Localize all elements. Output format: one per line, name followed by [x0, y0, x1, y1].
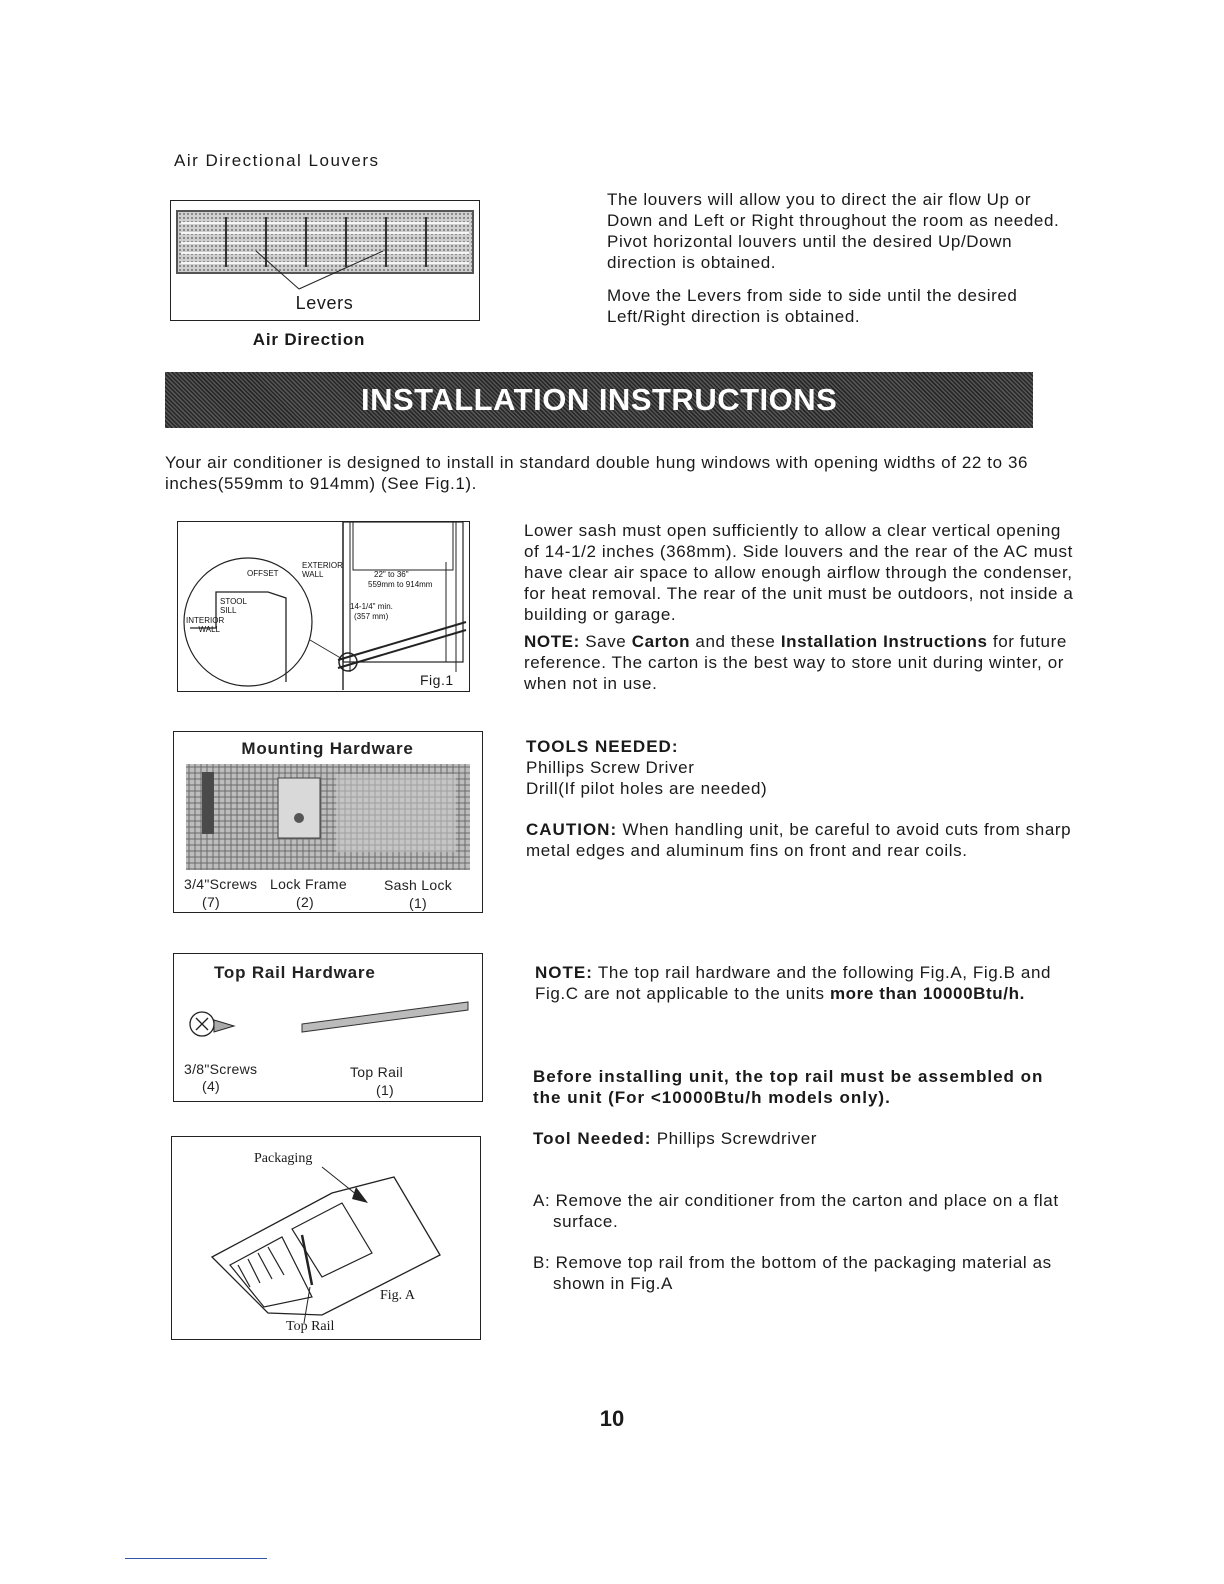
caution-lead: CAUTION:	[526, 820, 618, 839]
exterior-wall-label: EXTERIOR WALL	[302, 561, 343, 579]
screw-icon	[190, 1012, 234, 1036]
note-top-rail-emph: more than 10000Btu/h.	[829, 984, 1025, 1003]
note-top-rail-text: The top rail hardware and the following Fig.A, Fig.B and Fig.C are not applicable to the units	[535, 963, 1052, 1003]
lock-frame-qty: (2)	[296, 894, 315, 910]
interior-wall-label: INTERIOR WALL	[186, 616, 225, 634]
screws-label: 3/4"Screws	[184, 876, 258, 892]
top-rail-hardware-title: Top Rail Hardware	[214, 963, 376, 982]
sash-requirements-text: Lower sash must open sufficiently to allow a clear vertical opening of 14-1/2 inches (368mm). Side louvers and the rear of the AC must have clear air space to allow enough airflow through the condenser, for heat removal. The rear of the unit must be outdoors, not inside a building or garage.	[524, 521, 1074, 624]
steps-block	[533, 1190, 1063, 1294]
page-number: 10	[599, 1406, 625, 1431]
air-direction-figure	[170, 200, 480, 321]
caution-text	[526, 819, 1076, 861]
fig1-label: Fig.1	[420, 672, 454, 688]
top-rail-hardware-box	[173, 953, 483, 1102]
figA-top-rail-label: Top Rail	[286, 1319, 335, 1334]
louvers-paragraph-2: Move the Levers from side to side until the desired Left/Right direction is obtained.	[607, 286, 1018, 326]
note-text-2: and these	[690, 632, 781, 651]
louvers-paragraph-1: The louvers will allow you to direct the air flow Up or Down and Left or Right throughout the room as needed. Pivot horizontal louvers until the desired Up/Down direction is obtained.	[607, 190, 1060, 272]
mounting-hardware-box	[173, 731, 483, 913]
figA-label: Fig. A	[380, 1288, 416, 1303]
tool-needed-line	[533, 1128, 1073, 1149]
footer-divider	[125, 1558, 267, 1559]
step-b: B: Remove top rail from the bottom of the packaging material as shown in Fig.A	[533, 1253, 1052, 1293]
sash-lock-label: Sash Lock	[384, 877, 453, 893]
packaging-illustration	[172, 1137, 479, 1337]
before-installing-text: Before installing unit, the top rail must be assembled on the unit (For <10000Btu/h models only).	[533, 1067, 1044, 1107]
tools-and-caution	[526, 736, 1076, 861]
banner-title: INSTALLATION INSTRUCTIONS	[361, 382, 838, 417]
fig1-window-diagram	[177, 521, 470, 692]
sash-lock-qty: (1)	[409, 895, 428, 911]
tool-needed-lead: Tool Needed:	[533, 1129, 652, 1148]
air-direction-caption: Air Direction	[252, 330, 366, 349]
min-height-mm-label: (357 mm)	[354, 612, 389, 621]
note-top-rail	[535, 962, 1055, 1004]
top-rail-hardware-illustration	[182, 992, 474, 1052]
note-instructions: Installation Instructions	[780, 632, 988, 651]
tool-1: Phillips Screw Driver	[526, 758, 695, 777]
figA-packaging-diagram	[171, 1136, 481, 1340]
packaging-label: Packaging	[254, 1151, 313, 1166]
screws-3-8-label: 3/8"Screws	[184, 1061, 258, 1077]
note-top-rail-lead: NOTE:	[535, 963, 593, 982]
screws-3-8-qty: (4)	[202, 1078, 221, 1094]
mounting-hardware-title: Mounting Hardware	[241, 739, 414, 758]
installation-banner	[165, 372, 1033, 428]
louvers-text	[607, 189, 1067, 327]
top-rail-part	[302, 1002, 468, 1032]
offset-label: OFFSET	[247, 569, 279, 578]
stool-sill-label: STOOL SILL	[220, 597, 247, 615]
note-text-1: Save	[579, 632, 632, 651]
tools-heading: TOOLS NEEDED:	[526, 737, 679, 756]
sash-text-block	[524, 520, 1074, 694]
levers-label: Levers	[295, 293, 354, 313]
note-lead: NOTE:	[524, 632, 580, 651]
step-a: A: Remove the air conditioner from the carton and place on a flat surface.	[533, 1191, 1059, 1231]
intro-text: Your air conditioner is designed to install in standard double hung windows with opening widths of 22 to 36 inches(559mm to 914mm) (See Fig.1).	[165, 453, 1029, 493]
top-rail-qty: (1)	[376, 1082, 395, 1098]
section-heading-louvers: Air Directional Louvers	[174, 151, 380, 170]
note-carton: Carton	[631, 632, 691, 651]
screws-qty: (7)	[202, 894, 221, 910]
lock-frame-label: Lock Frame	[270, 876, 347, 892]
min-height-label: 14-1/4" min.	[350, 602, 393, 611]
note-text-3: for future reference. The carton is the best way to store unit during winter, or when not in use.	[524, 632, 1067, 693]
width-range-mm-label: 559mm to 914mm	[368, 580, 433, 589]
caution-body: When handling unit, be careful to avoid cuts from sharp metal edges and aluminum fins on front and rear coils.	[526, 820, 1072, 860]
note-save-carton	[524, 631, 1074, 694]
top-rail-label: Top Rail	[350, 1064, 403, 1080]
width-range-label: 22" to 36"	[374, 570, 409, 579]
mounting-hardware-photo	[186, 764, 470, 870]
tool-2: Drill(If pilot holes are needed)	[526, 779, 768, 798]
tool-needed-text: Phillips Screwdriver	[651, 1129, 818, 1148]
